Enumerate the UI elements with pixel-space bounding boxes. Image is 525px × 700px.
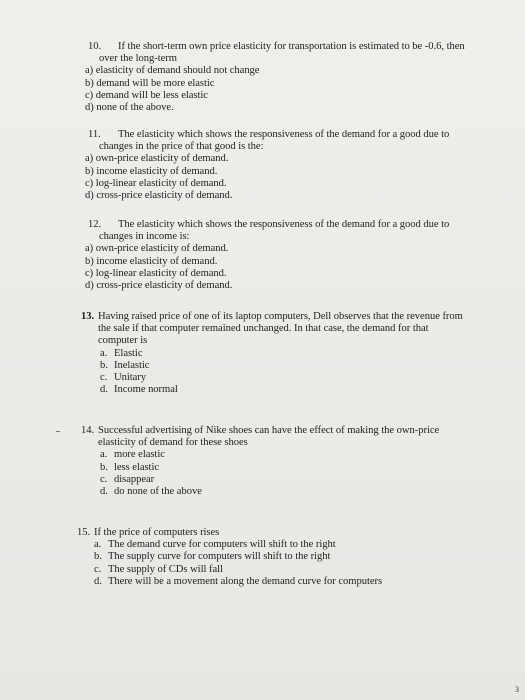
question-12-options (85, 243, 449, 292)
margin-dash-mark (56, 431, 60, 432)
question-11-option-b: b) income elasticity of demand. (85, 165, 218, 177)
question-13-stem-line-3: computer is (98, 335, 148, 347)
question-11-option-c: c) log-linear elasticity of demand. (85, 177, 227, 189)
question-13-options (81, 348, 463, 397)
question-10 (85, 41, 465, 114)
question-11-options (85, 153, 449, 202)
question-15-options (77, 539, 382, 588)
question-10-number: 10. (88, 41, 102, 52)
question-15-option-a: a. The demand curve for computers will shift to the right (94, 539, 336, 551)
question-10-option-c: c) demand will be less elastic (85, 89, 208, 101)
question-11-option-a: a) own-price elasticity of demand. (85, 153, 229, 165)
question-12-number: 12. (88, 219, 102, 230)
question-10-option-d: d) none of the above. (85, 102, 174, 114)
question-10-stem-line-2: over the long-term (99, 53, 177, 65)
question-14-option-d: d. do none of the above (100, 486, 202, 498)
question-10-option-b: b) demand will be more elastic (85, 77, 215, 89)
question-10-stem-line-1: 10. If the short-term own price elasticity for transportation is estimated to be -0.6, then (88, 41, 465, 52)
question-14-stem-line-2: elasticity of demand for these shoes (98, 437, 248, 449)
page-number: 3 (515, 685, 519, 694)
question-12-option-c: c) log-linear elasticity of demand. (85, 267, 227, 279)
question-14-option-c: c. disappear (100, 473, 155, 485)
question-10-option-a: a) elasticity of demand should not change (85, 65, 260, 77)
question-13-stem-line-2: the sale if that computer remained unchanged. In that case, the demand for that (98, 323, 429, 335)
question-15-option-c: c. The supply of CDs will fall (94, 563, 223, 575)
question-11-option-d: d) cross-price elasticity of demand. (85, 190, 233, 202)
question-15-option-d: d. There will be a movement along the demand curve for computers (94, 575, 383, 587)
question-12-stem-line-1: 12. The elasticity which shows the responsiveness of the demand for a good due to (88, 219, 450, 230)
question-12-option-b: b) income elasticity of demand. (85, 255, 218, 267)
question-12-option-a: a) own-price elasticity of demand. (85, 243, 229, 255)
question-11 (85, 129, 450, 202)
question-12-stem-line-2: changes in income is: (99, 231, 190, 243)
question-13 (81, 311, 463, 396)
question-11-stem-line-1: 11. The elasticity which shows the responsiveness of the demand for a good due to (88, 129, 450, 140)
question-13-option-d: d. Income normal (100, 384, 178, 396)
question-10-options (85, 65, 465, 114)
question-14 (81, 425, 439, 498)
question-14-stem-line-1: 14. Successful advertising of Nike shoes can have the effect of making the own-price (81, 425, 440, 436)
question-11-number: 11. (88, 129, 101, 140)
question-13-option-a: a. Elastic (100, 347, 143, 359)
question-14-option-b: b. less elastic (100, 461, 159, 473)
question-15 (77, 527, 382, 588)
question-13-option-c: c. Unitary (100, 372, 147, 384)
question-13-number: 13. (81, 311, 95, 322)
question-13-stem-line-1: 13. Having raised price of one of its laptop computers, Dell observes that the revenue from (81, 311, 463, 322)
question-15-option-b: b. The supply curve for computers will shift to the right (94, 551, 331, 563)
question-14-options (81, 449, 439, 498)
question-15-stem-line-1: 15. If the price of computers rises (77, 527, 220, 538)
question-14-option-a: a. more elastic (100, 449, 165, 461)
question-15-number: 15. (77, 527, 91, 538)
question-11-stem-line-2: changes in the price of that good is the: (99, 141, 264, 153)
question-13-option-b: b. Inelastic (100, 359, 150, 371)
question-12 (85, 219, 450, 292)
question-12-option-d: d) cross-price elasticity of demand. (85, 280, 233, 292)
question-14-number: 14. (81, 425, 95, 436)
